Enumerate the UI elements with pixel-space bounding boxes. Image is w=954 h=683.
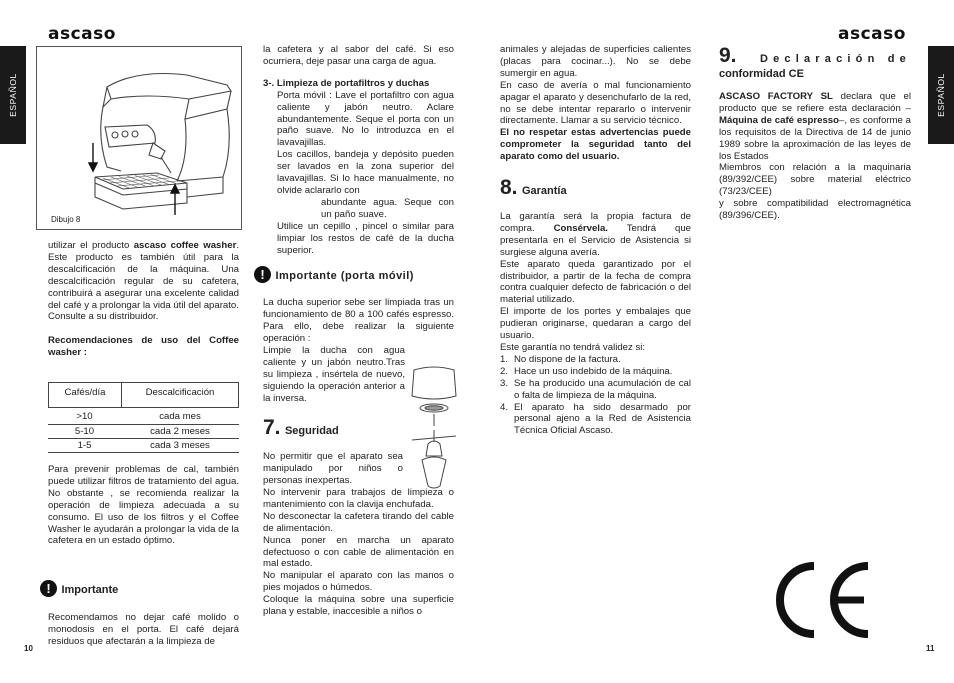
figure-frame	[36, 46, 242, 230]
warranty-conditions-list	[500, 354, 691, 437]
brand-logo-right: ascaso	[838, 24, 906, 44]
table-row: 1-5 cada 3 meses	[48, 438, 239, 452]
important-heading: ! Importante	[40, 580, 240, 598]
declaration-paragraph-2: Miembros con relación a la maquinaria (89/392/CEE) sobre material eléctrico (73/23/CEE)	[719, 162, 911, 198]
page-number-left: 10	[24, 644, 33, 653]
list-item: 1. No dispone de la factura.	[500, 353, 621, 365]
warning-icon: !	[254, 266, 271, 283]
section-9-heading: 9. Declaración de conformidad CE	[719, 44, 911, 80]
safety-paragraph-1: No permitir que el aparato sea manipulado por niños o personas inexpertas.	[263, 451, 403, 486]
language-tab-left: ESPAÑOL	[0, 46, 26, 144]
safety-item: No desconectar la cafetera tirando del cable de alimentación.	[263, 510, 454, 534]
list-item: 2. Hace un uso indebido de la máquina.	[500, 365, 673, 377]
safety-item: Nunca poner en marcha un aparato defectuoso o con cable de alimentación en mal estado.	[263, 534, 454, 570]
column-2-top	[263, 44, 454, 256]
table-row: >10 cada mes	[48, 410, 239, 424]
dishwasher-paragraph-cont: abundante agua. Seque con un paño suave.	[321, 196, 454, 220]
important-portafilter-heading: ! Importante (porta móvil)	[254, 266, 464, 284]
list-item: 4. El aparato ha sido desarmado por personal ajeno a la Red de Asistencia Técnica Oficial Ascaso.	[500, 401, 691, 437]
warning-paragraph: El no respetar estas advertencias puede comprometer la seguridad tanto del aparato como del usuario.	[500, 127, 691, 163]
safety-list	[263, 487, 454, 618]
declaration-paragraph-1: ASCASO FACTORY SL declara que el producto que se refiere esta declaración –Máquina de café espresso–, es conforme a los requisitos de la Directiva de 14 de junio 1989 sobre la aproximación de las leyes de los Estados	[719, 91, 911, 162]
malfunction-paragraph: En caso de avería o mal funcionamiento apagar el aparato y desenchufarlo de la red, no se debe intentar repararlo o intervenir directamente. Llamar a su servicio técnico.	[500, 79, 691, 127]
warranty-paragraph-2: Este aparato queda garantizado por el distribuidor, a partir de la fecha de compra contra cualquier defecto de fabricación o del material utilizado.	[500, 258, 691, 306]
declaration-paragraph-3: y sobre compatibilidad electromagnética (89/396/CEE).	[719, 198, 911, 222]
brush-paragraph: Utilice un cepillo , pincel o similar para limpiar los restos de café de la ducha superior.	[277, 220, 454, 256]
water-filter-paragraph: Para prevenir problemas de cal, también puede utilizar filtros de tratamiento del agua. No obstante , se recomienda realizar la operación de limpieza adecuada a su consumo. El uso de los filtros y el Coffee Washer le ayudarán a prolongar la vida de la cafetera en un estado óptimo.	[48, 464, 239, 547]
safety-item: Coloque la máquina sobre una superficie plana y estable, inaccesible a niños o	[263, 594, 454, 618]
safety-continuation: animales y alejadas de superficies calientes (placas para cocinar...). No se debe sumergir en agua.	[500, 44, 691, 79]
brand-logo-left: ascaso	[48, 24, 116, 44]
section-7-heading: 7. Seguridad	[263, 416, 339, 439]
page-number-right: 11	[926, 644, 935, 653]
shower-head-illustration	[404, 364, 464, 494]
consult-line: Consulte a su distribuidor.	[48, 311, 159, 323]
section-8-heading: 8. Garantía	[500, 176, 567, 199]
warning-icon: !	[40, 580, 57, 597]
coffee-machine-illustration	[37, 47, 241, 229]
warranty-text	[500, 211, 691, 437]
descaling-table	[48, 382, 239, 453]
ce-mark-text	[874, 554, 875, 555]
table-header-cell: Descalcificación	[145, 387, 215, 398]
intro-paragraph: utilizar el producto ascaso coffee washer. Este producto es también útil para la descalcificación de la máquina. Una descalcificación regular de su cafetera, contribuirá a asegurar una excelente calidad del café y a prolongar la vida útil del aparato.	[48, 240, 239, 311]
warranty-paragraph-4: Este garantía no tendrá validez si:	[500, 341, 646, 353]
declaration-text	[719, 91, 911, 222]
shower-cleaning-steps: Limpie la ducha con agua caliente y un jabón neutro.Tras su limpieza , insértela de nuevo, siguiendo la operación anterior a la inversa.	[263, 345, 405, 404]
section-3-title: 3-. Limpieza de portafiltros y duchas	[263, 77, 430, 89]
column-3-top	[500, 44, 691, 163]
figure-caption: Dibujo 8	[51, 215, 81, 224]
table-header-cell: Cafés/día	[49, 383, 122, 407]
product-name: ascaso coffee washer	[133, 240, 237, 251]
safety-item: No manipular el aparato con las manos o pies mojados o húmedos.	[263, 570, 454, 594]
warranty-paragraph-3: El importe de los portes y embalajes que pudieran originarse, quedaran a cargo del usuario.	[500, 306, 691, 342]
recommendations-title: Recomendaciones de uso del Coffee washer :	[48, 335, 239, 359]
shower-cleaning-paragraph: La ducha superior sebe ser limpiada tras un funcionamiento de 80 a 100 cafés espresso. Para ello, debe realizar la siguiente operación :	[263, 297, 454, 344]
safety-item: No intervenir para trabajos de limpieza o mantenimiento con la clavija enchufada.	[263, 487, 454, 510]
ce-mark-icon	[764, 554, 874, 644]
dishwasher-paragraph: Los cacillos, bandeja y depósito pueden ser lavados en la zona superior del lavavajillas. Si lo hace manualmente, no olvide aclararlo con	[277, 149, 454, 196]
table-row: 5-10 cada 2 meses	[48, 424, 239, 438]
table-header	[48, 382, 239, 408]
ce-mark	[764, 554, 874, 644]
continuation-paragraph: la cafetera y al sabor del café. Si eso ocurriera, deje pasar una carga de agua.	[263, 44, 454, 67]
language-tab-right: ESPAÑOL	[928, 46, 954, 144]
important-text: Recomendamos no dejar café molido o monodosis en el porta. El café dejará residuos que afectarán a la limpieza de	[48, 612, 239, 647]
warranty-paragraph-1: La garantía será la propia factura de compra. Consérvela. Tendrá que presentarla en el Servicio de Asistencia si surgiese alguna avería.	[500, 211, 691, 258]
column-1	[48, 240, 239, 359]
list-item: 3. Se ha producido una acumulación de cal o falta de limpieza de la máquina.	[500, 377, 691, 401]
portafilter-paragraph: Porta móvil : Lave el portafiltro con agua caliente y jabón neutro. Aclare abundantemente. Seque el porta con un paño suave. No lo introduzca en el lavavajillas.	[277, 89, 454, 149]
